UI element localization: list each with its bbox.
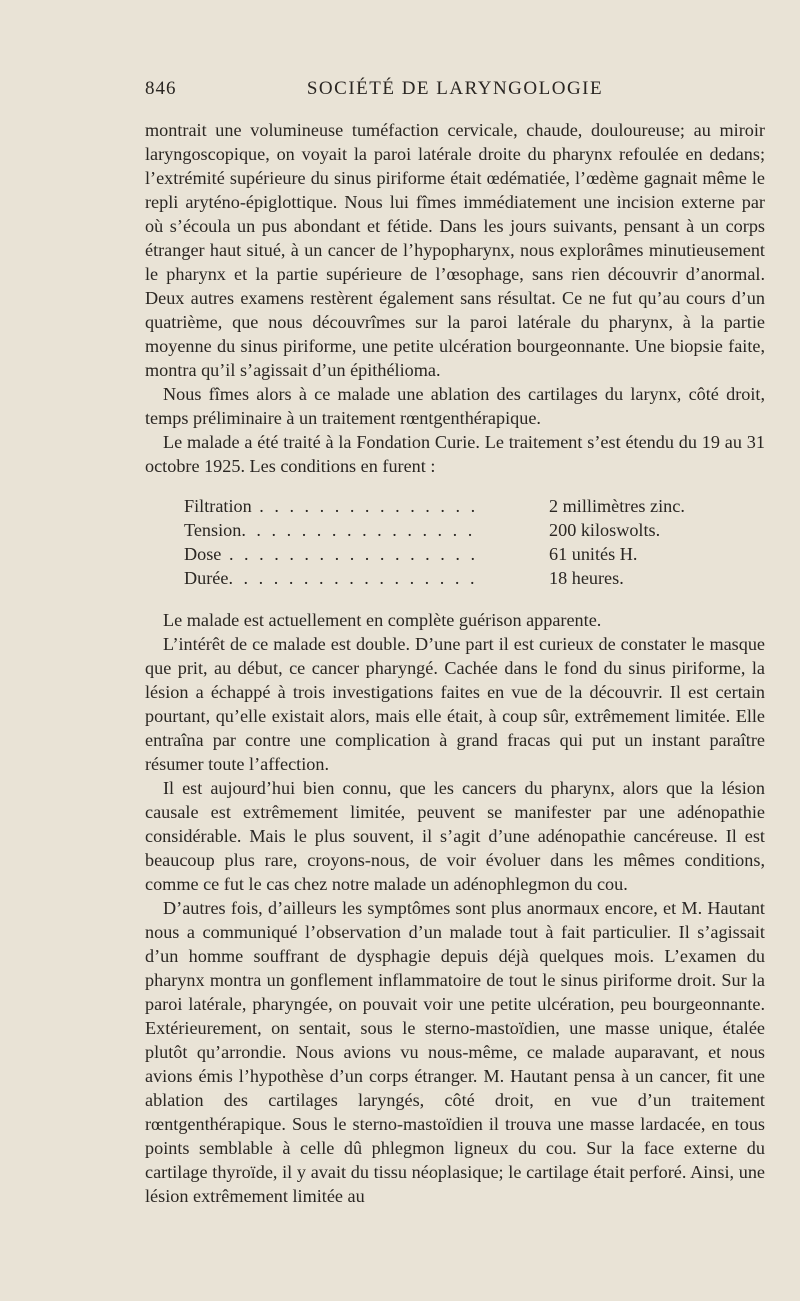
spec-label: Filtration	[184, 496, 252, 516]
paragraph: D’autres fois, d’ailleurs les symptômes sont plus anormaux encore, et M. Hautant nous a communiqué l’observation d’un malade tout à fait particulier. Il s’agissait d’un homme souffrant de dysphagie depuis déjà quelques mois. L’examen du pharynx montra un gonflement inflammatoire de tout le sinus piriforme droit. Sur la paroi latérale, pharyngée, on pouvait voir une petite ulcération, peu bourgeonnante. Extérieurement, on sentait, sous le sterno-mastoïdien, une masse unique, étalée plutôt qu’arrondie. Nous avions vu nous-même, ce malade auparavant, et nous avions émis l’hypothèse d’un corps étranger. M. Hautant pensa à un cancer, fit une ablation des cartilages laryngés, côté droit, en vue d’un traitement rœntgenthérapique. Sous le sterno-mastoïdien il trouva une masse lardacée, en tous points semblable à celle dû phlegmon ligneux du cou. Sur la face externe du cartilage thyroïde, il y avait du tissu néoplasique; le cartilage était perforé. Ainsi, une lésion extrêmement limitée au	[145, 898, 765, 1206]
paragraph: L’intérêt de ce malade est double. D’une part il est curieux de constater le masque que prit, au début, ce cancer pharyngé. Cachée dans le fond du sinus piriforme, la lésion a échappé à trois investigations faites en vue de la découvrir. Il est certain pourtant, qu’elle existait alors, mais elle était, à coup sûr, extrêmement limitée. Elle entraîna par contre une complication à grand fracas qui put un instant paraître résumer toute l’affection.	[145, 634, 765, 774]
spec-value: 2 millimètres zinc.	[549, 496, 685, 516]
spec-row-duree	[184, 566, 744, 590]
leader-dots: . . . . . . . . . . . . . . .	[251, 496, 479, 516]
paragraph: Nous fîmes alors à ce malade une ablation des cartilages du larynx, côté droit, temps préliminaire à un traitement rœntgenthérapique.	[145, 384, 765, 428]
spec-value: 18 heures.	[549, 568, 624, 588]
page-number: 846	[145, 78, 177, 99]
treatment-conditions-list	[184, 494, 744, 590]
spec-row-filtration	[184, 494, 744, 518]
spec-label: Durée	[184, 568, 229, 588]
paragraph: Le malade est actuellement en complète guérison apparente.	[163, 610, 602, 630]
leader-dots: . . . . . . . . . . . . . . . . .	[221, 544, 478, 564]
running-header	[145, 78, 765, 102]
paragraph: Le malade a été traité à la Fondation Curie. Le traitement s’est étendu du 19 au 31 octobre 1925. Les conditions en furent :	[145, 432, 765, 476]
spec-label: Tension	[184, 520, 242, 540]
body-text	[145, 118, 765, 1208]
leader-dots: . . . . . . . . . . . . . . . . .	[228, 568, 478, 588]
spec-value: 61 unités H.	[549, 544, 638, 564]
spec-label: Dose	[184, 544, 222, 564]
spec-row-dose	[184, 542, 744, 566]
paragraph: montrait une volumineuse tuméfaction cervicale, chaude, douloureuse; au miroir laryngoscopique, on voyait la paroi latérale droite du pharynx refoulée en dedans; l’extrémité supérieure du sinus piriforme était œdématiée, l’œdème gagnait même le repli aryténo-épiglottique. Nous lui fîmes immédiatement une incision externe par où s’écoula un pus abondant et fétide. Dans les jours suivants, pensant à un corps étranger haut situé, à un cancer de l’hypopharynx, nous explorâmes minutieusement le pharynx et la partie supérieure de l’œsophage, sans rien découvrir d’anormal. Deux autres examens restèrent également sans résultat. Ce ne fut qu’au cours d’un quatrième, que nous découvrîmes sur la paroi latérale du pharynx, à la partie moyenne du sinus piriforme, une petite ulcération bourgeonnante. Une biopsie faite, montra qu’il s’agissait d’un épithélioma.	[145, 120, 765, 380]
spec-row-tension	[184, 518, 744, 542]
spec-value: 200 kiloswolts.	[549, 520, 661, 540]
leader-dots: . . . . . . . . . . . . . . . .	[241, 520, 476, 540]
paragraph: Il est aujourd’hui bien connu, que les cancers du pharynx, alors que la lésion causale est extrêmement limitée, peuvent se manifester par une adénopathie considérable. Mais le plus souvent, il s’agit d’une adénopathie cancéreuse. Il est beaucoup plus rare, croyons-nous, de voir évoluer dans les mêmes conditions, comme ce fut le cas chez notre malade un adénophlegmon du cou.	[145, 778, 765, 894]
running-title: SOCIÉTÉ DE LARYNGOLOGIE	[306, 78, 604, 99]
